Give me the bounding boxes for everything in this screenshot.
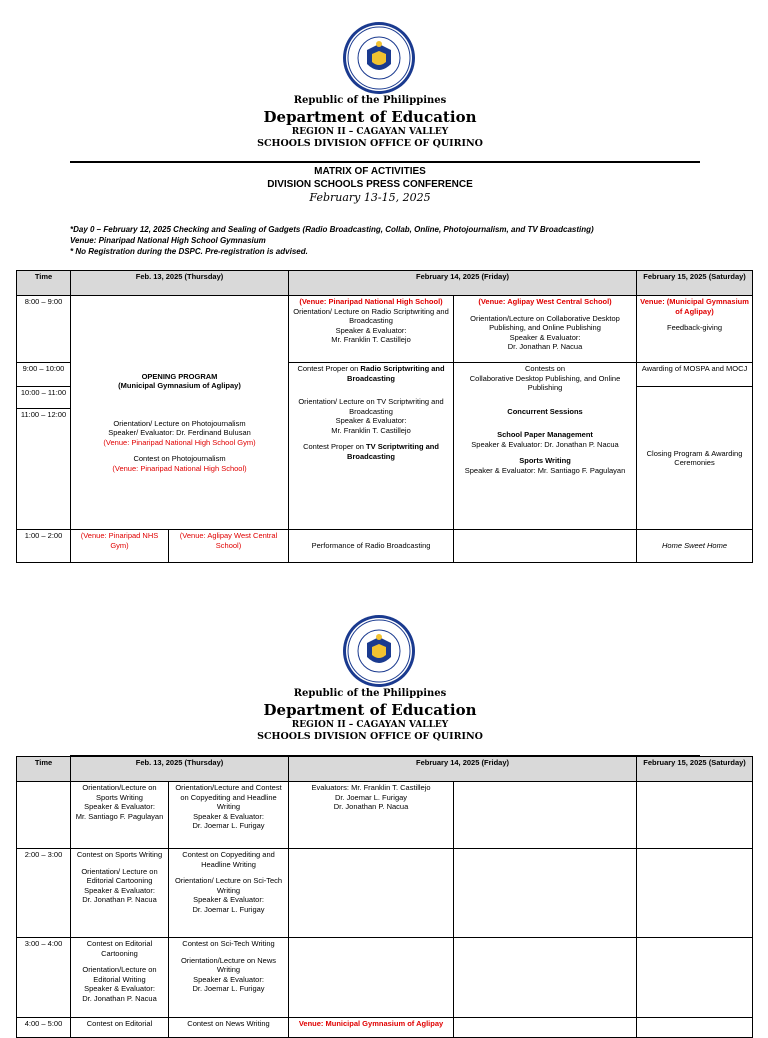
conference-title: DIVISION SCHOOLS PRESS CONFERENCE [267, 179, 473, 190]
photo-contest: Contest on Photojournalism [133, 454, 226, 464]
evaluator-name: Dr. Joemar L. Furigay [334, 792, 408, 802]
editorial-orientation: Orientation/Lecture on Editorial Writing [82, 965, 157, 984]
region-line: REGION II – CAGAYAN VALLEY [291, 127, 449, 137]
time-cell: 8:00 – 9:00 [17, 296, 71, 363]
speaker-label: Speaker & Evaluator: [193, 895, 264, 904]
collab-contests: Collaborative Desktop Publishing, and Online Publishing [469, 373, 621, 392]
office-line: SCHOOLS DIVISION OFFICE OF QUIRINO [257, 731, 483, 742]
empty-cell [454, 530, 637, 563]
speaker-label: Speaker & Evaluator: [84, 984, 155, 993]
concurrent-sessions: Concurrent Sessions [507, 406, 583, 416]
department-name: Department of Education [263, 701, 477, 719]
conference-dates: February 13-15, 2025 [309, 191, 431, 204]
speaker-name: Dr. Joemar L. Furigay [192, 821, 265, 830]
photo-orientation: Orientation/ Lecture on Photojournalism [113, 418, 246, 428]
empty-cell [637, 1018, 753, 1038]
venue-label: (Venue: Pinaripad National High School) [299, 297, 443, 306]
time-cell: 3:00 – 4:00 [17, 938, 71, 1018]
school-paper-management: School Paper Management [497, 430, 593, 439]
tv-orientation: Orientation/ Lecture on TV Scriptwriting and Broadcasting [298, 397, 444, 416]
empty-cell [454, 938, 637, 1018]
speaker-label: Speaker & Evaluator: [84, 802, 155, 811]
day3-award-cell: Awarding of MOSPA and MOCJ [637, 363, 753, 387]
scitech-orientation: Orientation/ Lecture on Sci-Tech Writing [174, 876, 283, 895]
evaluator-name: Dr. Jonathan P. Nacua [333, 802, 409, 811]
scitech-contest: Contest on Sci-Tech Writing [182, 939, 275, 948]
cartooning-orientation: Orientation/ Lecture on Editorial Cartooning [81, 866, 158, 885]
day1b-cell [169, 938, 289, 1018]
venue-label: Venue: (Municipal Gymnasium of Aglipay) [640, 297, 749, 316]
empty-cell [637, 782, 753, 849]
collab-orientation: Orientation/Lecture on Collaborative Desktop Publishing, and Online Publishing [470, 313, 620, 332]
speaker-line: Speaker & Evaluator: Dr. Jonathan P. Nacua [471, 439, 619, 449]
day1b-cell [169, 849, 289, 938]
day2a-cell [289, 782, 454, 849]
evaluators-line: Evaluators: Mr. Franklin T. Castillejo [311, 783, 431, 792]
day1a-cell [71, 938, 169, 1018]
header-rule [70, 161, 700, 163]
header-day3: February 15, 2025 (Saturday) [637, 757, 753, 782]
radio-performance: Performance of Radio Broadcasting [289, 530, 454, 563]
speaker-name: Mr. Santiago F. Pagulayan [75, 811, 164, 821]
speaker-name: Mr. Franklin T. Castillejo [331, 425, 411, 435]
empty-cell [454, 849, 637, 938]
day2a-late-cell [289, 363, 454, 530]
cartooning-contest: Contest on Editorial Cartooning [86, 939, 153, 958]
time-cell: 2:00 – 3:00 [17, 849, 71, 938]
opening-venue: (Municipal Gymnasium of Aglipay) [118, 381, 241, 391]
speaker-label: Speaker & Evaluator: [84, 885, 155, 895]
feedback-giving: Feedback-giving [667, 323, 723, 332]
day2a-morning-cell [289, 296, 454, 363]
speaker-name: Dr. Joemar L. Furigay [192, 904, 265, 914]
day1-morning-cell [71, 296, 289, 530]
speaker-label: Speaker & Evaluator: [335, 325, 407, 335]
day1a-cell [71, 782, 169, 849]
office-line: SCHOOLS DIVISION OFFICE OF QUIRINO [257, 138, 483, 149]
time-cell [17, 782, 71, 849]
note-day0: *Day 0 – February 12, 2025 Checking and Sealing of Gadgets (Radio Broadcasting, Collab, Online, Photojournalism, and TV Broadcasting) [70, 225, 594, 234]
contest-prefix: Contest Proper on [303, 442, 367, 451]
contest-prefix: Contest Proper on [297, 364, 361, 373]
sports-orientation: Orientation/Lecture on Sports Writing [82, 783, 157, 802]
speaker-name: Dr. Jonathan P. Nacua [82, 993, 157, 1003]
contest-name: TV Scriptwriting and Broadcasting [347, 442, 439, 461]
time-cell: 1:00 – 2:00 [17, 530, 71, 563]
empty-cell [454, 782, 637, 849]
schedule-table-2 [16, 756, 753, 1038]
header-day3: February 15, 2025 (Saturday) [637, 271, 753, 296]
region-line: REGION II – CAGAYAN VALLEY [291, 720, 449, 730]
time-cell: 4:00 – 5:00 [17, 1018, 71, 1038]
opening-program: OPENING PROGRAM [141, 371, 218, 381]
photo-speaker: Speaker/ Evaluator: Dr. Ferdinand Bulusan [108, 428, 251, 438]
deped-seal-logo [341, 20, 417, 96]
empty-cell [289, 938, 454, 1018]
day3-morning-cell [637, 296, 753, 363]
time-cell: 9:00 – 10:00 [17, 363, 71, 387]
contests-label: Contests on [525, 364, 566, 373]
speaker-label: Speaker & Evaluator: [509, 332, 581, 342]
speaker-line: Speaker & Evaluator: Mr. Santiago F. Pagulayan [464, 465, 626, 475]
day1b-cell [169, 782, 289, 849]
note-venue: Venue: Pinaripad National High School Gymnasium [70, 236, 266, 245]
empty-cell [454, 1018, 637, 1038]
deped-seal-logo [341, 613, 417, 689]
radio-orientation: Orientation/ Lecture on Radio Scriptwriting and Broadcasting [293, 306, 449, 325]
speaker-name: Dr. Joemar L. Furigay [192, 984, 265, 993]
day1a-pm-venue: (Venue: Pinaripad NHS Gym) [71, 530, 169, 563]
notes-block [70, 224, 750, 257]
empty-cell [637, 849, 753, 938]
header-day2: February 14, 2025 (Friday) [289, 757, 637, 782]
day1a-cell: Contest on Editorial [71, 1018, 169, 1038]
header-day1: Feb. 13, 2025 (Thursday) [71, 757, 289, 782]
photo-contest-venue: (Venue: Pinaripad National High School) [112, 463, 247, 473]
department-name: Department of Education [263, 108, 477, 126]
venue-label: Venue: Municipal Gymnasium of Aglipay [289, 1018, 454, 1038]
header-time: Time [17, 271, 71, 296]
speaker-label: Speaker & Evaluator: [193, 811, 264, 821]
day3-closing-cell: Closing Program & Awarding Ceremonies [637, 387, 753, 530]
sports-contest: Contest on Sports Writing [76, 850, 163, 859]
header-day1: Feb. 13, 2025 (Thursday) [71, 271, 289, 296]
schedule-table-1 [16, 270, 753, 563]
day2b-late-cell [454, 363, 637, 530]
sports-writing: Sports Writing [519, 456, 571, 465]
day1a-cell [71, 849, 169, 938]
tv-contest [291, 442, 451, 461]
note-registration: * No Registration during the DSPC. Pre-registration is advised. [70, 247, 308, 256]
empty-cell [637, 938, 753, 1018]
contest-name: Radio Scriptwriting and Broadcasting [347, 364, 445, 383]
copyediting-contest: Contest on Copyediting and Headline Writing [182, 850, 275, 869]
header-day2: February 14, 2025 (Friday) [289, 271, 637, 296]
day1b-pm-venue: (Venue: Aglipay West Central School) [169, 530, 289, 563]
copyediting-orientation: Orientation/Lecture and Contest on Copyediting and Headline Writing [175, 783, 282, 811]
home-sweet-home: Home Sweet Home [637, 530, 753, 563]
venue-label: (Venue: Aglipay West Central School) [478, 297, 612, 306]
empty-cell [289, 849, 454, 938]
radio-contest [291, 364, 451, 383]
day2b-morning-cell [454, 296, 637, 363]
speaker-name: Mr. Franklin T. Castillejo [331, 335, 411, 344]
speaker-label: Speaker & Evaluator: [335, 416, 407, 425]
speaker-name: Dr. Jonathan P. Nacua [507, 342, 583, 351]
news-orientation: Orientation/Lecture on News Writing [180, 955, 277, 974]
matrix-title: MATRIX OF ACTIVITIES [314, 166, 426, 177]
speaker-label: Speaker & Evaluator: [193, 974, 264, 984]
header-time: Time [17, 757, 71, 782]
speaker-name: Dr. Jonathan P. Nacua [82, 895, 157, 904]
time-cell: 10:00 – 11:00 [17, 387, 71, 409]
republic-line: Republic of the Philippines [293, 95, 447, 106]
republic-line: Republic of the Philippines [293, 688, 447, 699]
day1b-cell: Contest on News Writing [169, 1018, 289, 1038]
time-cell: 11:00 – 12:00 [17, 409, 71, 530]
photo-venue: (Venue: Pinaripad National High School Gym) [103, 437, 256, 447]
